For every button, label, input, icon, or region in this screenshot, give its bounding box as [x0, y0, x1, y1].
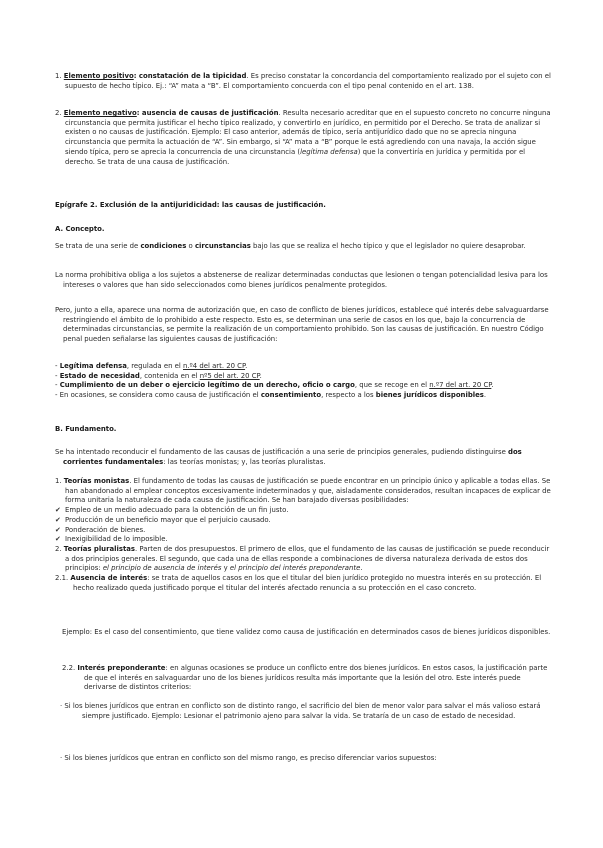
checklist — [55, 506, 555, 545]
text: Se trata de una serie de — [55, 242, 141, 250]
check-item — [55, 516, 555, 526]
legal-reference-link[interactable]: nº5 del art. 20 CP — [199, 371, 260, 380]
sub-paragraph — [55, 574, 555, 593]
paragraph: La norma prohibitiva obliga a los sujetos a abstenerse de realizar determinadas conductas que lesionen o tengan potencialidad lesiva para los intereses o valores que han sido seleccionados como bienes jurídicos penalmente protegidos. — [55, 271, 548, 289]
check-text: Producción de un beneficio mayor que el perjuicio causado. — [65, 515, 271, 524]
section-a-p3 — [55, 306, 555, 345]
numbered-paragraph — [55, 477, 555, 506]
item-paragraph — [55, 72, 555, 91]
item-number: 1. — [55, 477, 62, 485]
text: y — [221, 564, 230, 573]
text: - En ocasiones, se considera como causa de justificación el — [55, 391, 261, 400]
criterio-1 — [60, 702, 555, 721]
section-a-heading: A. Concepto. — [55, 225, 105, 233]
text: bajo las que se realiza el hecho típico y que el legislador no quiere desaprobar. — [250, 242, 526, 250]
item-text: . El fundamento de todas las causas de justificación se puede encontrar en un principio único y aplicable a todas ellas. Se han abandonado al emplear conceptos excesivamente indeterminados y que, aisladamente considerados, resultan incapaces de explicar de forma unitaria la naturaleza de cada causa de justificación. Se han barajado diversas posibilidades: — [65, 477, 551, 505]
bold-term: bienes jurídicos disponibles — [375, 391, 484, 400]
teorias-monistas — [55, 477, 555, 593]
text: , que se recoge en el — [354, 381, 430, 390]
check-item — [55, 526, 555, 536]
section-b-p1 — [55, 448, 555, 467]
bold-term: condiciones — [140, 242, 187, 250]
item-text: . Resulta necesario acreditar que en el supuesto concreto no concurre ninguna circunstancia que permita justificar el hecho típico realizado, y convertirlo en jurídico, en permitido por el Derecho. Se trata de analizar si existen o no causas de justificación. Ejemplo: El caso anterior, además de típico, sería antijurídico dado que no se aprecia ninguna circunstancia que permita la actuación de “A”. Sin embargo, si “A” mata a “B” porque le está agrediendo con una navaja, la acción sigue siendo típica, pero se aprecia la concurrencia de una circunstancia ( — [65, 109, 551, 156]
text: , regulada en el — [126, 362, 183, 370]
cause-name: Legítima defensa — [59, 362, 127, 370]
section-a-heading-block — [55, 225, 555, 235]
checkmark-icon: ✔ — [55, 525, 61, 534]
text: o — [186, 242, 195, 250]
item-title: Elemento negativo — [63, 109, 137, 117]
item-title: Interés preponderante — [77, 664, 166, 672]
item-title: Ausencia de interés — [70, 574, 148, 583]
item-subtitle: ausencia de causas de justificación — [141, 109, 279, 117]
cause-name: Estado de necesidad — [59, 371, 140, 380]
criterion-paragraph: · Si los bienes jurídicos que entran en conflicto son de distinto rango, el sacrificio del bien de menor valor para salvar el más valioso estará siempre justificado. Ejemplo: Lesionar el patrimonio ajeno para salvar la vida. Se trataría de un caso de estado de necesidad. — [60, 702, 541, 720]
text: . — [259, 371, 262, 380]
text: . — [483, 391, 487, 400]
legal-reference-link[interactable]: n.º4 del art. 20 CP — [182, 362, 246, 370]
item-text-end: ) que la convertiría en jurídica y permitida por el derecho. Se trata de una causa de justificación. — [65, 147, 526, 166]
numbered-paragraph — [55, 545, 555, 574]
list-item — [55, 391, 555, 401]
italic-term: el principio del interés preponderante — [229, 564, 361, 573]
item-italic: legítima defensa — [300, 147, 358, 156]
section-a-p1 — [55, 242, 555, 252]
dash: - — [55, 381, 60, 390]
cause-name: Cumplimiento de un deber o ejercicio legítimo de un derecho, oficio o cargo — [59, 381, 355, 390]
text: , respecto a los — [321, 391, 376, 400]
section-b-heading-block — [55, 425, 555, 435]
check-text: Inexigibilidad de lo imposible. — [65, 535, 168, 544]
list-item — [55, 381, 555, 391]
item-text: . Es preciso constatar la concordancia del comportamiento realizado por el sujeto con el supuesto de hecho típico. Ej.: “A” mata a “B”. El comportamiento concuerda con el tipo penal contenido en el art. 138. — [65, 72, 551, 90]
item-elemento-negativo — [55, 109, 555, 167]
paragraph — [55, 448, 555, 467]
check-item — [55, 535, 555, 545]
text: . — [491, 381, 494, 390]
dash: - — [55, 362, 60, 370]
text: : las teorías monistas; y, las teorías pluralistas. — [163, 457, 326, 466]
text: . — [245, 362, 248, 370]
item-title: Elemento positivo — [63, 72, 134, 80]
check-text: Empleo de un medio adecuado para la obtención de un fin justo. — [65, 506, 289, 515]
item-subtitle: constatación de la tipicidad — [138, 72, 247, 80]
checkmark-icon: ✔ — [55, 515, 61, 524]
check-item — [55, 506, 555, 516]
checkmark-icon: ✔ — [55, 535, 61, 544]
epigrafe-heading-block — [55, 201, 555, 211]
italic-term: el principio de ausencia de interés — [102, 564, 222, 573]
causes-list — [55, 362, 555, 401]
item-text: . Parten de dos presupuestos. El primero de ellos, que el fundamento de las causas de justificación se puede reconducir a dos principios generales. El segundo, que cada una de ellas responde a combinaciones de diversa naturaleza derivada de estos dos principios: — [65, 544, 550, 573]
paragraph: Pero, junto a ella, aparece una norma de autorización que, en caso de conflicto de bienes jurídicos, establece qué interés debe salvaguardarse restringiendo el ámbito de lo prohibido a este respecto. Esto es, se determinan una serie de casos en los que, bajo la concurrencia de determinadas circunstancias, se permite la realización de un comportamiento prohibido. Son las causas de justificación. En nuestro Código penal pueden señalarse las siguientes causas de justificación: — [55, 306, 549, 344]
section-b-heading: B. Fundamento. — [55, 425, 117, 433]
item-colon: : — [133, 72, 139, 80]
item-number: 2. — [55, 544, 62, 553]
ejemplo-block — [62, 628, 555, 638]
paragraph — [55, 242, 555, 252]
criterion-paragraph: · Si los bienes jurídicos que entran en conflicto son del mismo rango, es preciso diferenciar varios supuestos: — [60, 754, 437, 762]
item-title: Teorías monistas — [63, 477, 130, 485]
item-number: 2.2. — [62, 664, 76, 672]
item-number: 1. — [55, 72, 62, 80]
list-item — [55, 362, 555, 372]
dash: - — [55, 371, 60, 380]
criterio-2 — [60, 754, 555, 764]
list-item — [55, 372, 555, 382]
item-number: 2.1. — [55, 574, 69, 583]
item-number: 2. — [55, 109, 62, 117]
legal-reference-link[interactable]: n.º7 del art. 20 CP — [429, 381, 492, 390]
interes-preponderante — [62, 664, 555, 693]
item-text: : se trata de aquellos casos en los que el titular del bien jurídico protegido no muestra interés en su protección. El hecho realizado queda justificado porque el titular del interés afectado renuncia a su protección en el caso concreto. — [73, 574, 542, 592]
bold-term: dos corrientes fundamentales — [63, 448, 522, 466]
epigrafe-heading: Epígrafe 2. Exclusión de la antijuridicidad: las causas de justificación. — [55, 201, 326, 209]
item-paragraph — [55, 109, 555, 167]
item-title: Teorías pluralistas — [63, 544, 136, 553]
item-text: : en algunas ocasiones se produce un conflicto entre dos bienes jurídicos. En estos casos, la justificación parte de que el interés en salvaguardar uno de los bienes jurídicos resulta más importante que la lesión del otro. Este interés puede derivarse de distintos criterios: — [84, 664, 548, 692]
text: Se ha intentado reconducir el fundamento de las causas de justificación a una serie de principios generales, pudiendo distinguirse — [55, 448, 509, 456]
ejemplo-paragraph: Ejemplo: Es el caso del consentimiento, que tiene validez como causa de justificación en determinados casos de bienes jurídicos disponibles. — [62, 628, 551, 636]
section-a-p2 — [55, 271, 555, 290]
check-text: Ponderación de bienes. — [65, 525, 146, 534]
bold-term: circunstancias — [194, 242, 251, 250]
text: , contenida en el — [139, 371, 200, 380]
text: . — [360, 564, 363, 573]
bold-term: consentimiento — [260, 391, 322, 400]
item-colon: : — [136, 109, 142, 117]
checkmark-icon: ✔ — [55, 506, 61, 515]
sub-paragraph — [62, 664, 555, 693]
item-elemento-positivo — [55, 72, 555, 91]
